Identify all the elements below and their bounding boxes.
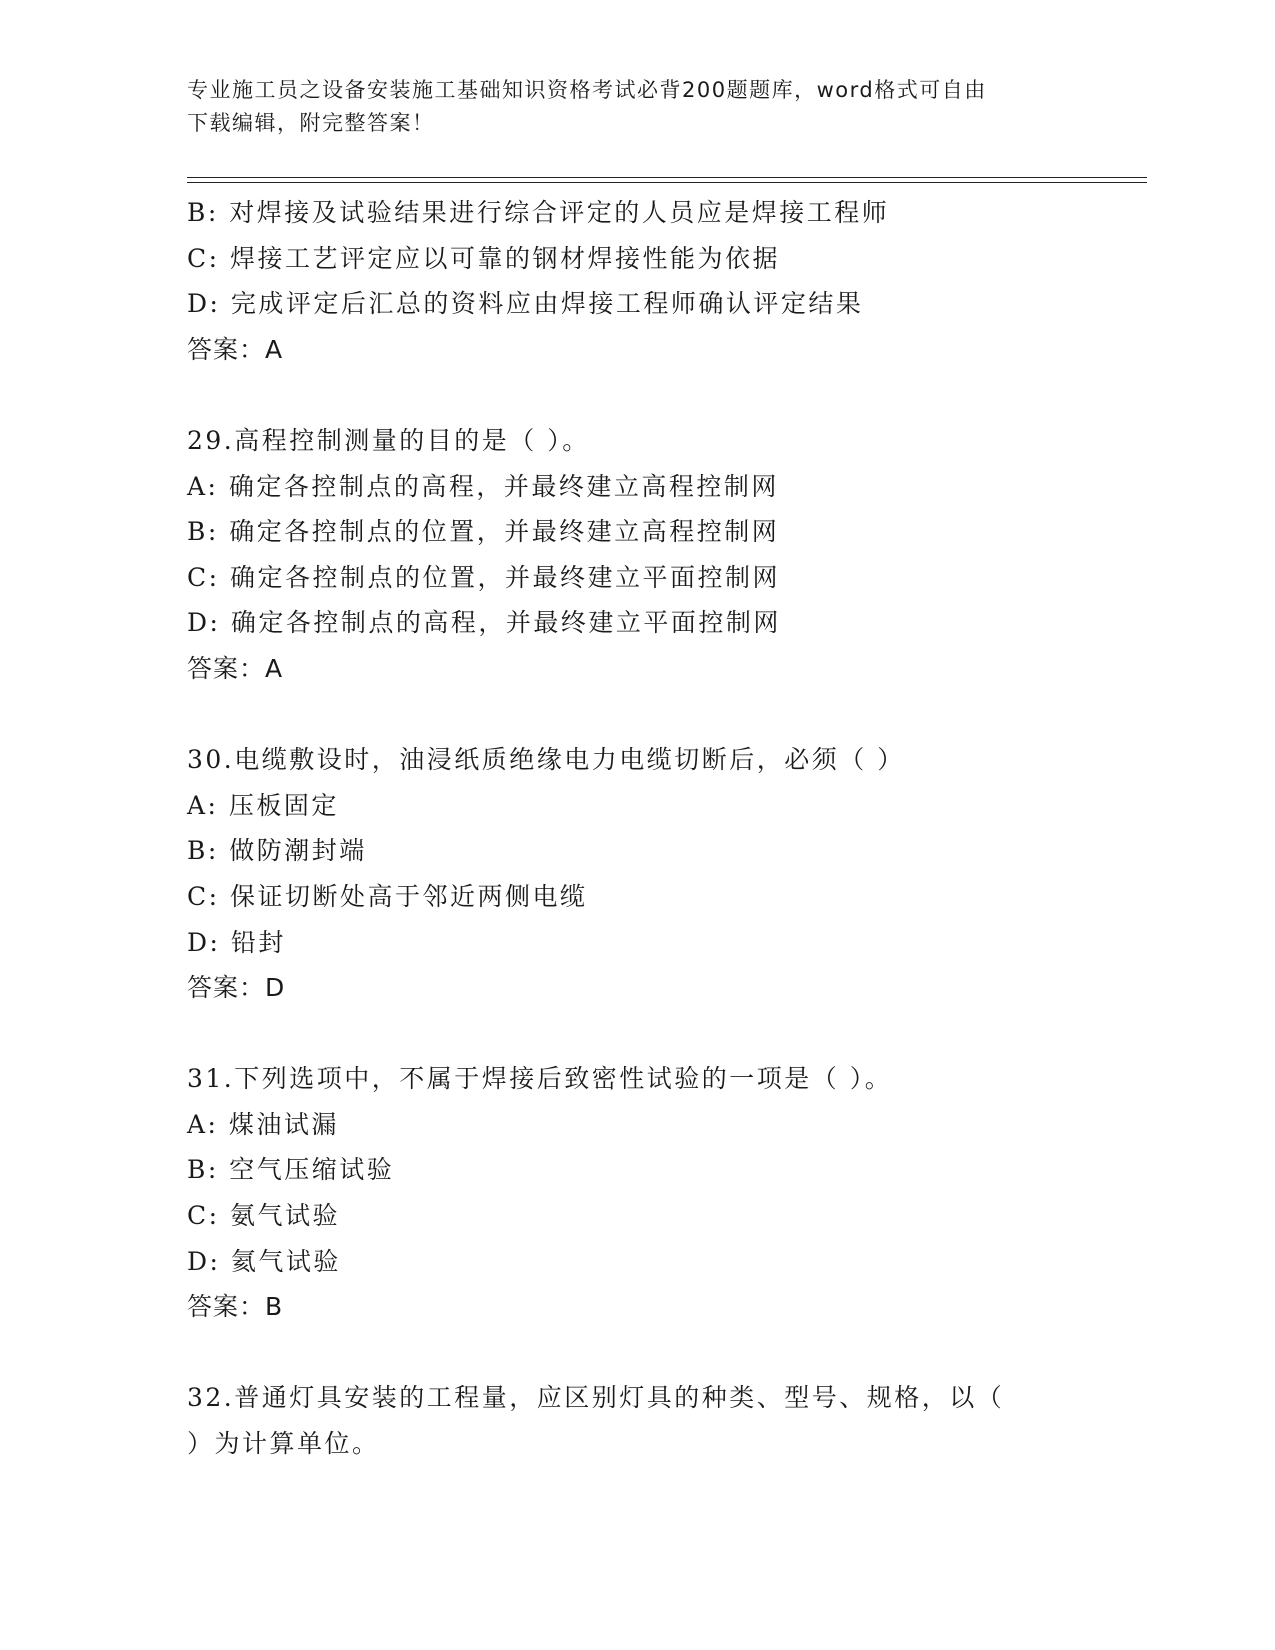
option-d: D: 完成评定后汇总的资料应由焊接工程师确认评定结果: [187, 289, 864, 319]
option-d: D: 确定各控制点的高程，并最终建立平面控制网: [187, 608, 781, 638]
answer-line: 答案：D: [187, 973, 286, 1003]
answer-line: 答案：A: [187, 334, 284, 364]
option-b: B: 对焊接及试验结果进行综合评定的人员应是焊接工程师: [187, 198, 890, 227]
option-c: C: 氨气试验: [187, 1201, 340, 1231]
option-b: B: 确定各控制点的位置，并最终建立高程控制网: [187, 517, 780, 547]
option-b: B: 空气压缩试验: [187, 1155, 395, 1185]
document-header: [187, 74, 1087, 140]
header-line-1: 专业施工员之设备安装施工基础知识资格考试必背200题题库，word格式可自由: [187, 78, 987, 102]
question-31: [187, 1056, 1147, 1330]
option-c: C: 确定各控制点的位置，并最终建立平面控制网: [187, 562, 780, 592]
option-d: D: 氦气试验: [187, 1246, 341, 1276]
option-b: B: 做防潮封端: [187, 836, 367, 866]
question-30: [187, 737, 1147, 1011]
header-divider-top: [187, 177, 1147, 178]
question-stem: 30.电缆敷设时，油浸纸质绝缘电力电缆切断后，必须（ ）: [187, 745, 905, 775]
answer-line: 答案：A: [187, 653, 284, 683]
option-a: A: 压板固定: [187, 790, 339, 820]
question-32: [187, 1375, 1147, 1466]
option-a: A: 煤油试漏: [187, 1109, 339, 1139]
header-line-2: 下载编辑，附完整答案！: [187, 111, 435, 135]
question-29: [187, 418, 1147, 692]
answer-line: 答案：B: [187, 1292, 284, 1322]
question-stem: 31.下列选项中，不属于焊接后致密性试验的一项是（ ）。: [187, 1064, 893, 1094]
option-c: C: 焊接工艺评定应以可靠的钢材焊接性能为依据: [187, 243, 780, 273]
header-divider-bottom: [187, 182, 1147, 183]
question-stem-line-2: ）为计算单位。: [187, 1429, 380, 1459]
question-stem-line-1: 32.普通灯具安装的工程量，应区别灯具的种类、型号、规格，以（: [187, 1383, 1005, 1413]
question-stem: 29.高程控制测量的目的是（ ）。: [187, 425, 590, 455]
option-d: D: 铅封: [187, 927, 286, 957]
option-a: A: 确定各控制点的高程，并最终建立高程控制网: [187, 471, 779, 501]
option-c: C: 保证切断处高于邻近两侧电缆: [187, 881, 588, 911]
question-continued: [187, 190, 1147, 372]
question-list: [187, 190, 1147, 1467]
